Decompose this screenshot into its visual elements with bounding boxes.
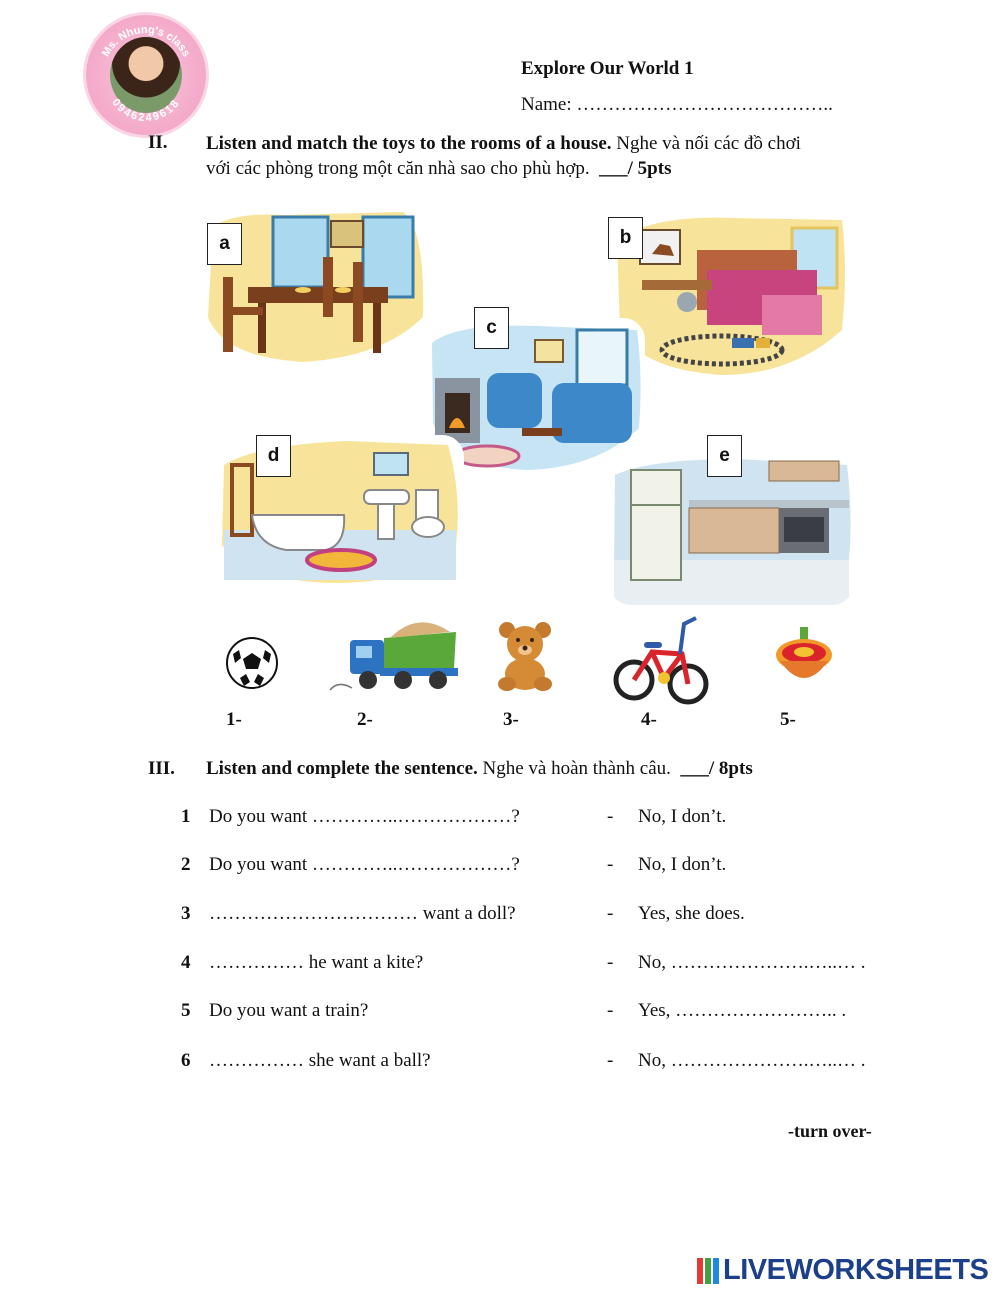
row-3-number: 3 xyxy=(181,903,191,924)
section3-number: III. xyxy=(148,758,175,779)
row-6-dash: - xyxy=(607,1050,614,1071)
logo-arc-text xyxy=(86,15,206,135)
row-1-question: Do you want …………..………………? xyxy=(209,806,520,827)
row-1-dash: - xyxy=(607,806,614,827)
toy-number-3: 3- xyxy=(503,709,519,730)
section2-line2: với các phòng trong một căn nhà sao cho phù hợp. xyxy=(206,158,590,179)
logo-arc-label: Ms. Nhung's class xyxy=(99,23,193,59)
toy-number-2: 2- xyxy=(357,709,373,730)
turn-over-note: -turn over- xyxy=(788,1121,872,1141)
row-5-question: Do you want a train? xyxy=(209,1000,369,1021)
teddy-bear-icon xyxy=(493,620,557,692)
spinning-top-icon xyxy=(772,625,836,691)
row-5-dash: - xyxy=(607,1000,614,1021)
kitchen-image xyxy=(609,455,854,605)
row-4-dash: - xyxy=(607,952,614,973)
room-label-e: e xyxy=(707,435,742,477)
section2-title-bold: Listen and match the toys to the rooms of a house. xyxy=(206,133,612,154)
toy-number-1: 1- xyxy=(226,709,242,730)
room-label-d: d xyxy=(256,435,291,477)
row-6-question: …………… she want a ball? xyxy=(209,1050,431,1071)
section2-number: II. xyxy=(148,132,168,153)
row-6-number: 6 xyxy=(181,1050,191,1071)
row-3-dash: - xyxy=(607,903,614,924)
toy-number-5: 5- xyxy=(780,709,796,730)
toy-truck-icon xyxy=(328,610,462,696)
row-1-answer: No, I don’t. xyxy=(638,806,727,827)
liveworksheets-logo-icon xyxy=(697,1258,719,1284)
row-5-number: 5 xyxy=(181,1000,191,1021)
section2-title-rest: Nghe và nối các đồ chơi xyxy=(611,133,801,154)
class-logo xyxy=(86,15,206,135)
room-label-b: b xyxy=(608,217,643,259)
section3-title-rest: Nghe và hoàn thành câu. xyxy=(477,758,671,779)
bedroom-image xyxy=(612,210,850,380)
liveworksheets-brand[interactable]: LIVEWORKSHEETS xyxy=(723,1254,989,1286)
worksheet-title: Explore Our World 1 xyxy=(521,58,694,79)
row-3-answer: Yes, she does. xyxy=(638,903,745,924)
section2-instructions xyxy=(206,131,876,181)
soccer-ball-icon xyxy=(225,636,279,690)
logo-phone: 0946249618 xyxy=(109,96,183,125)
svg-text:0946249618 xyxy=(109,97,182,125)
toy-number-4: 4- xyxy=(641,709,657,730)
row-2-answer: No, I don’t. xyxy=(638,854,727,875)
bathroom-image xyxy=(216,435,464,585)
room-label-a: a xyxy=(207,223,242,265)
section3-instructions xyxy=(206,756,876,781)
svg-text:Ms. Nhung's class xyxy=(100,24,192,59)
row-2-dash: - xyxy=(607,854,614,875)
row-4-answer: No, ………………….…..… . xyxy=(638,952,866,973)
row-4-number: 4 xyxy=(181,952,191,973)
row-6-answer: No, ………………….…..… . xyxy=(638,1050,866,1071)
section3-score: ___/ 8pts xyxy=(680,758,753,779)
row-1-number: 1 xyxy=(181,806,191,827)
bicycle-icon xyxy=(612,612,712,708)
row-2-number: 2 xyxy=(181,854,191,875)
row-3-question: …………………………… want a doll? xyxy=(209,903,516,924)
row-5-answer: Yes, …………………….. . xyxy=(638,1000,847,1021)
room-label-c: c xyxy=(474,307,509,349)
section3-title-bold: Listen and complete the sentence. xyxy=(206,758,478,779)
row-4-question: …………… he want a kite? xyxy=(209,952,424,973)
row-2-question: Do you want …………..………………? xyxy=(209,854,520,875)
name-line: Name: ………………………………….. xyxy=(521,94,833,115)
section2-score: ___/ 5pts xyxy=(599,158,672,179)
